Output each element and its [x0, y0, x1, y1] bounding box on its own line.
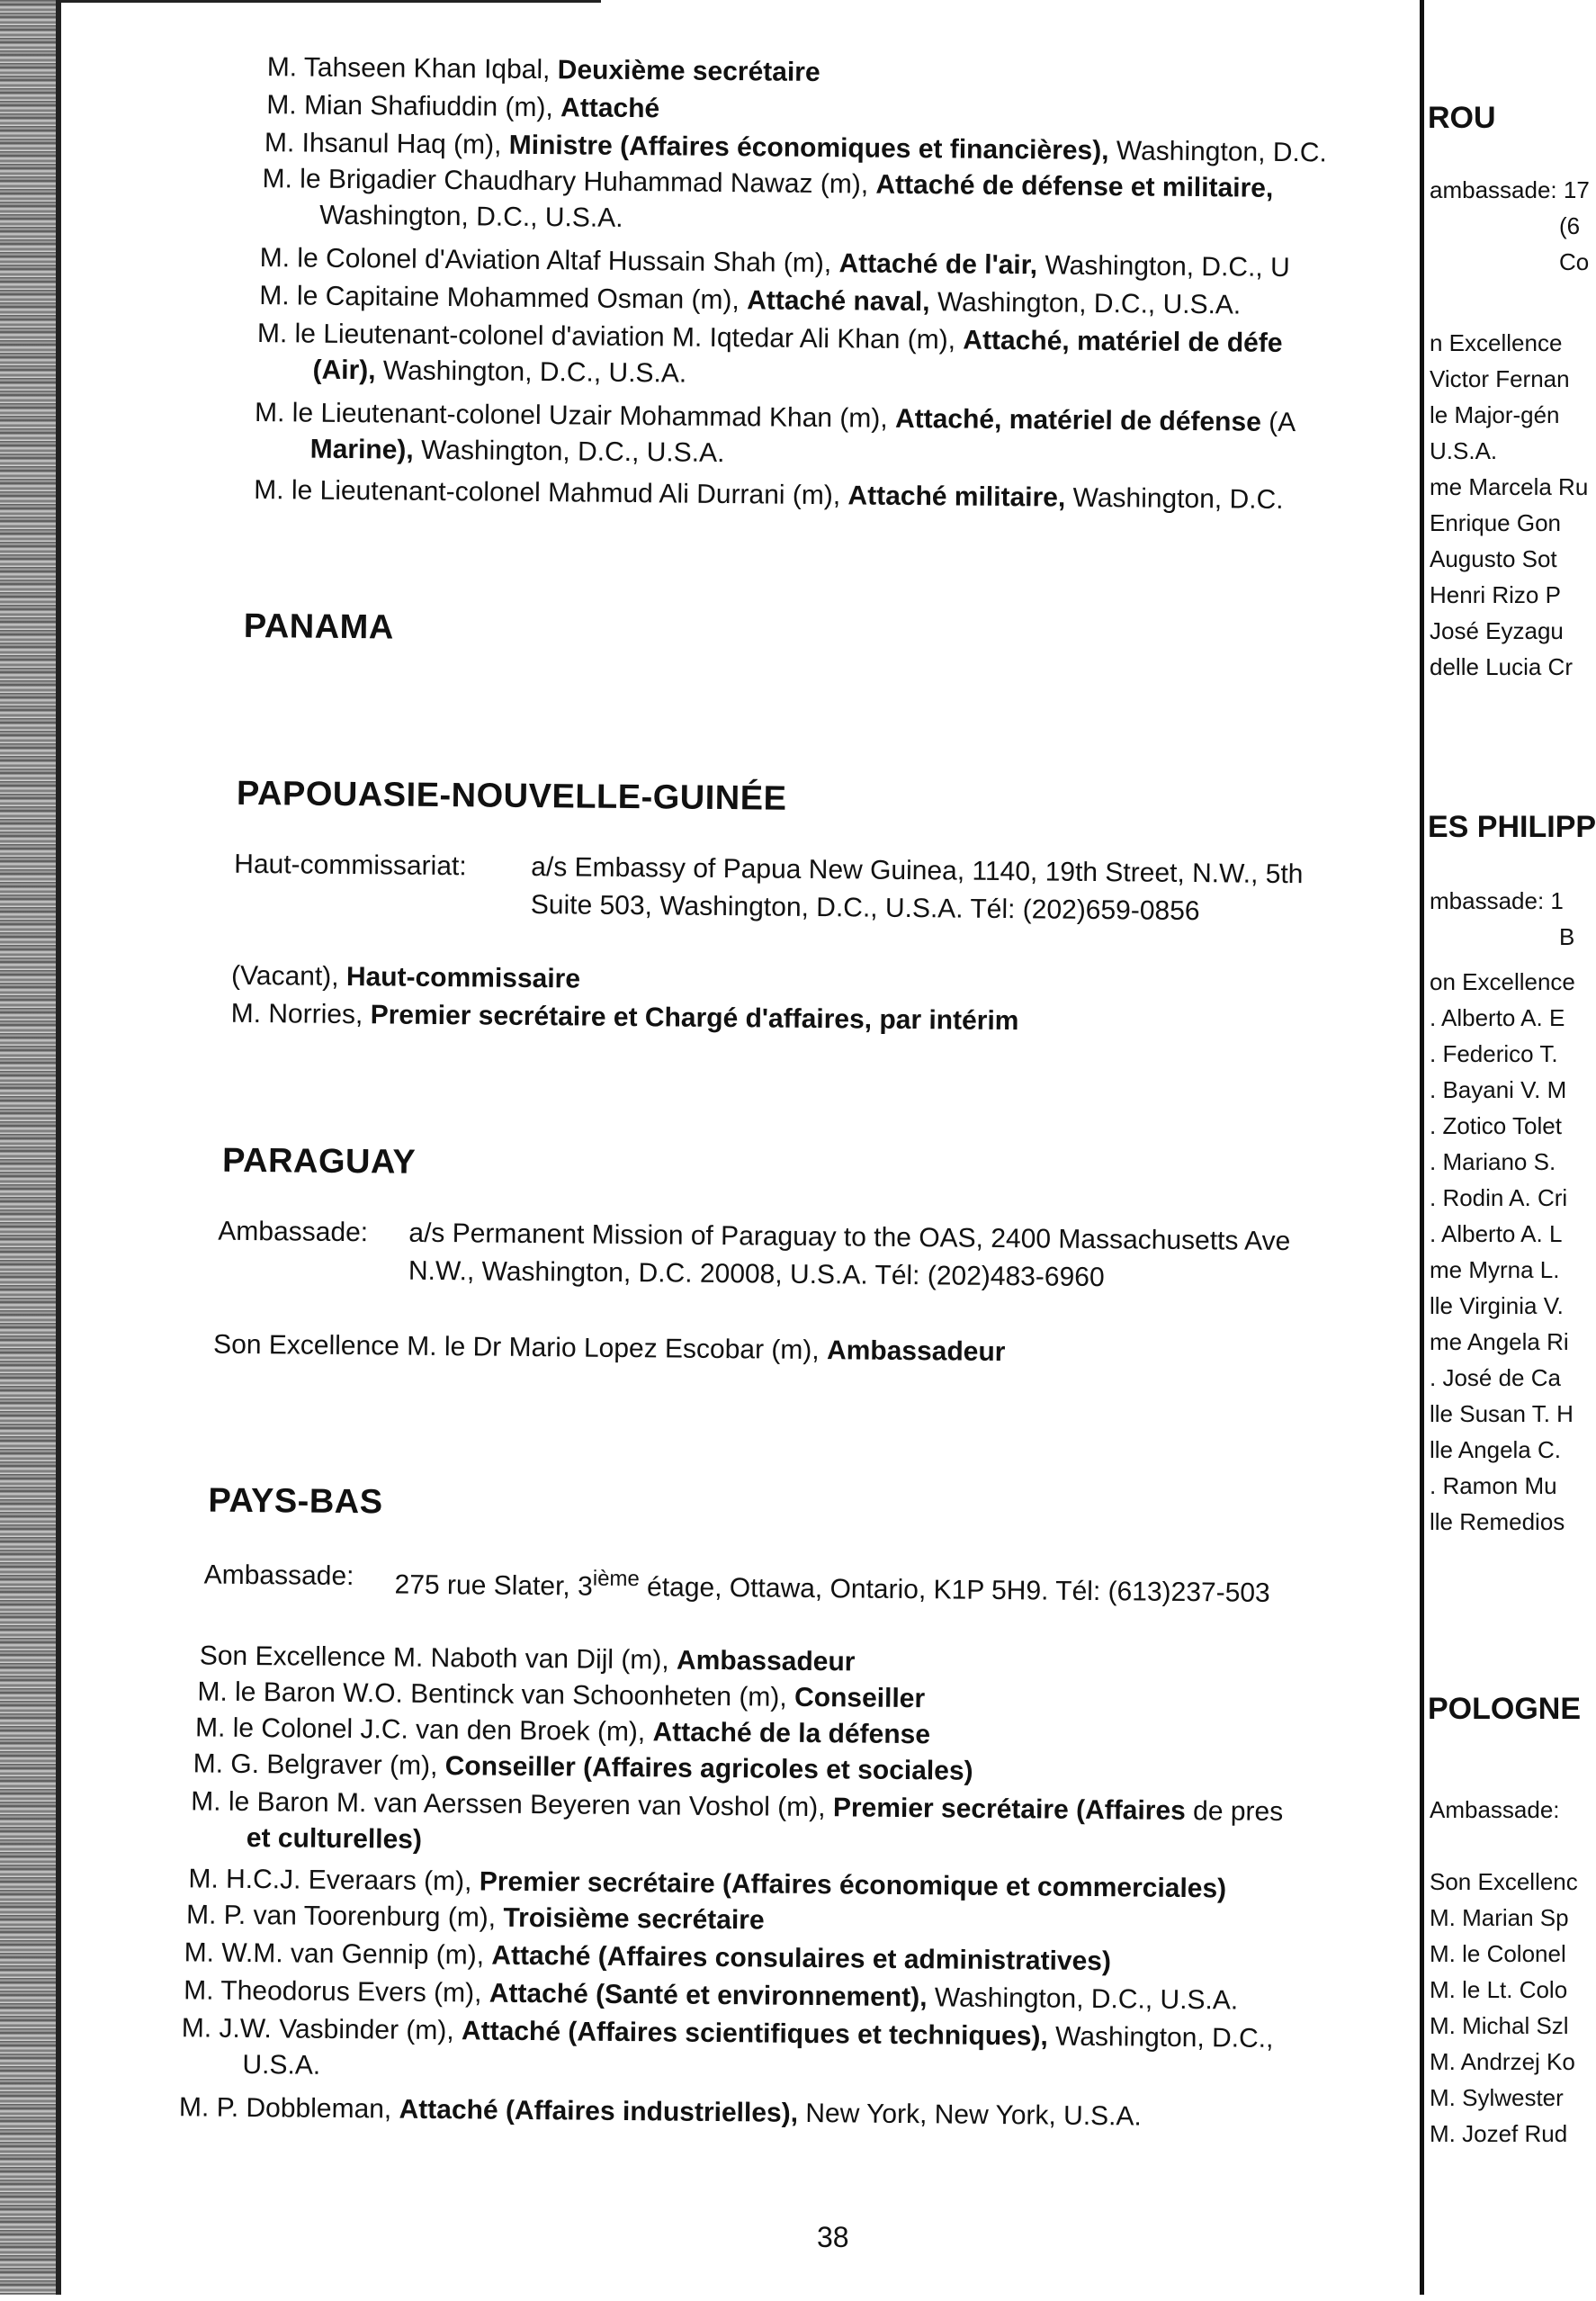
entry-line: (Air), Washington, D.C., U.S.A.	[312, 355, 687, 389]
adjacent-line: M. Jozef Rud	[1430, 2120, 1568, 2147]
address-line: a/s Permanent Mission of Paraguay to the OAS, 2400 Massachusetts Ave	[408, 1218, 1291, 1257]
entry-line: M. J.W. Vasbinder (m), Attaché (Affaires scientifiques et techniques), Washington, D.C.,	[181, 2013, 1274, 2054]
adjacent-line: me Marcela Ru	[1430, 473, 1589, 500]
adjacent-line: le Major-gén	[1430, 401, 1560, 428]
entry-line: M. le Colonel J.C. van den Broek (m), Attaché de la défense	[194, 1712, 931, 1750]
adjacent-line: M. Michal Szl	[1430, 2012, 1569, 2039]
entry-line: M. le Brigadier Chaudhary Huhammad Nawaz (m), Attaché de défense et militaire,	[262, 164, 1274, 203]
entry-line: M. le Lieutenant-colonel d'aviation M. Iqtedar Ali Khan (m), Attaché, matériel de défe	[256, 319, 1283, 358]
entry-line: M. le Baron M. van Aerssen Beyeren van Voshol (m), Premier secrétaire (Affaires de pres	[191, 1786, 1284, 1828]
page-number: 38	[817, 2221, 849, 2253]
adjacent-line: M. Sylwester	[1430, 2084, 1564, 2111]
adjacent-line: . Zotico Tolet	[1430, 1112, 1562, 1139]
entry-line: M. le Baron W.O. Bentinck van Schoonheten (m), Conseiller	[197, 1676, 926, 1714]
adjacent-line: . Alberto A. L	[1430, 1220, 1563, 1247]
adjacent-line: . Rodin A. Cri	[1430, 1184, 1568, 1211]
section-heading-panama: PANAMA	[243, 607, 394, 647]
adjacent-line: José Eyzagu	[1430, 617, 1564, 644]
entry-line: M. Mian Shafiuddin (m), Attaché	[266, 90, 660, 124]
adjacent-line: mbassade: 1	[1430, 887, 1564, 914]
adjacent-line: lle Remedios	[1430, 1508, 1565, 1535]
entry-line: M. le Colonel d'Aviation Altaf Hussain Shah (m), Attaché de l'air, Washington, D.C., U	[259, 243, 1290, 283]
adjacent-line: . Ramon Mu	[1430, 1472, 1557, 1499]
entry-line: Son Excellence M. le Dr Mario Lopez Escobar (m), Ambassadeur	[212, 1329, 1006, 1368]
adjacent-line: . Alberto A. E	[1430, 1004, 1565, 1031]
adjacent-line: me Angela Ri	[1430, 1328, 1569, 1355]
entry-line: M. Tahseen Khan Iqbal, Deuxième secrétaire	[266, 52, 820, 88]
adjacent-line: Co	[1559, 248, 1590, 275]
adjacent-line: ambassade: 17	[1430, 176, 1590, 203]
entry-line: M. Theodorus Evers (m), Attaché (Santé et environnement), Washington, D.C., U.S.A.	[184, 1975, 1239, 2016]
adjacent-line: . José de Ca	[1430, 1364, 1561, 1391]
address-line: Suite 503, Washington, D.C., U.S.A. Tél: (202)659-0856	[530, 889, 1200, 927]
adjacent-line: M. Marian Sp	[1430, 1904, 1569, 1931]
adjacent-line: . Federico T.	[1430, 1040, 1558, 1067]
adjacent-line: Henri Rizo P	[1430, 581, 1561, 608]
address-label: Haut-commissariat:	[234, 849, 467, 882]
adjacent-heading: ES PHILIPP	[1428, 810, 1596, 844]
entry-line: M. P. van Toorenburg (m), Troisième secrétaire	[185, 1900, 765, 1936]
adjacent-line: lle Angela C.	[1430, 1436, 1561, 1463]
entry-line: M. G. Belgraver (m), Conseiller (Affaires agricoles et sociales)	[193, 1748, 973, 1786]
adjacent-line: Augusto Sot	[1430, 545, 1557, 572]
section-heading-pays-bas: PAYS-BAS	[208, 1481, 383, 1522]
address-line: a/s Embassy of Papua New Guinea, 1140, 19th Street, N.W., 5th	[531, 851, 1304, 890]
address-label: Ambassade:	[203, 1559, 354, 1592]
entry-line: M. Ihsanul Haq (m), Ministre (Affaires économiques et financières), Washington, D.C.	[264, 128, 1327, 168]
adjacent-page	[1424, 0, 1596, 2295]
adjacent-line: on Excellence	[1430, 968, 1575, 995]
section-heading-png: PAPOUASIE-NOUVELLE-GUINÉE	[236, 774, 787, 818]
adjacent-line: me Myrna L.	[1430, 1256, 1560, 1283]
adjacent-line: lle Susan T. H	[1430, 1400, 1574, 1427]
adjacent-line: . Mariano S.	[1430, 1148, 1556, 1175]
entry-line: M. W.M. van Gennip (m), Attaché (Affaires consulaires et administratives)	[184, 1937, 1112, 1977]
section-heading-paraguay: PARAGUAY	[221, 1141, 417, 1182]
address-label: Ambassade:	[218, 1216, 369, 1248]
entry-line: M. le Lieutenant-colonel Uzair Mohammad Khan (m), Attaché, matériel de défense (A	[254, 398, 1296, 438]
adjacent-line: . Bayani V. M	[1430, 1076, 1567, 1103]
adjacent-heading: ROU	[1428, 101, 1496, 135]
adjacent-line: lle Virginia V.	[1430, 1292, 1564, 1319]
entry-line: M. P. Dobbleman, Attaché (Affaires industrielles), New York, New York, U.S.A.	[178, 2092, 1142, 2132]
adjacent-line: B	[1559, 923, 1575, 950]
adjacent-line: n Excellence	[1430, 329, 1563, 356]
entry-line: M. le Capitaine Mohammed Osman (m), Attaché naval, Washington, D.C., U.S.A.	[259, 281, 1242, 320]
entry-line: Washington, D.C., U.S.A.	[319, 200, 623, 233]
address-line: 275 rue Slater, 3ième étage, Ottawa, Ontario, K1P 5H9. Tél: (613)237-503	[394, 1566, 1270, 1608]
adjacent-line: M. le Lt. Colo	[1430, 1976, 1568, 2003]
entry-line: U.S.A.	[242, 2049, 321, 2081]
entry-line: M. H.C.J. Everaars (m), Premier secrétaire (Affaires économique et commerciales)	[188, 1864, 1227, 1904]
adjacent-line: M. le Colonel	[1430, 1940, 1566, 1967]
entry-line: Son Excellence M. Naboth van Dijl (m), Ambassadeur	[199, 1640, 856, 1677]
adjacent-line: Enrique Gon	[1430, 509, 1561, 536]
adjacent-line: (6	[1559, 212, 1581, 239]
entry-line: et culturelles)	[246, 1822, 423, 1855]
adjacent-line: Son Excellenc	[1430, 1868, 1578, 1895]
adjacent-line: U.S.A.	[1430, 437, 1498, 464]
adjacent-line: delle Lucia Cr	[1430, 653, 1573, 680]
entry-line: Marine), Washington, D.C., U.S.A.	[309, 434, 725, 469]
adjacent-heading: POLOGNE	[1428, 1692, 1582, 1726]
entry-line: M. le Lieutenant-colonel Mahmud Ali Durrani (m), Attaché militaire, Washington, D.C.	[254, 475, 1284, 515]
adjacent-line: Victor Fernan	[1430, 365, 1570, 392]
entry-line: M. Norries, Premier secrétaire et Chargé d'affaires, par intérim	[230, 998, 1019, 1037]
entry-line: (Vacant), Haut-commissaire	[230, 960, 581, 994]
address-line: N.W., Washington, D.C. 20008, U.S.A. Tél: (202)483-6960	[408, 1255, 1105, 1293]
adjacent-line: M. Andrzej Ko	[1430, 2048, 1575, 2075]
adjacent-line: Ambassade:	[1430, 1796, 1560, 1823]
